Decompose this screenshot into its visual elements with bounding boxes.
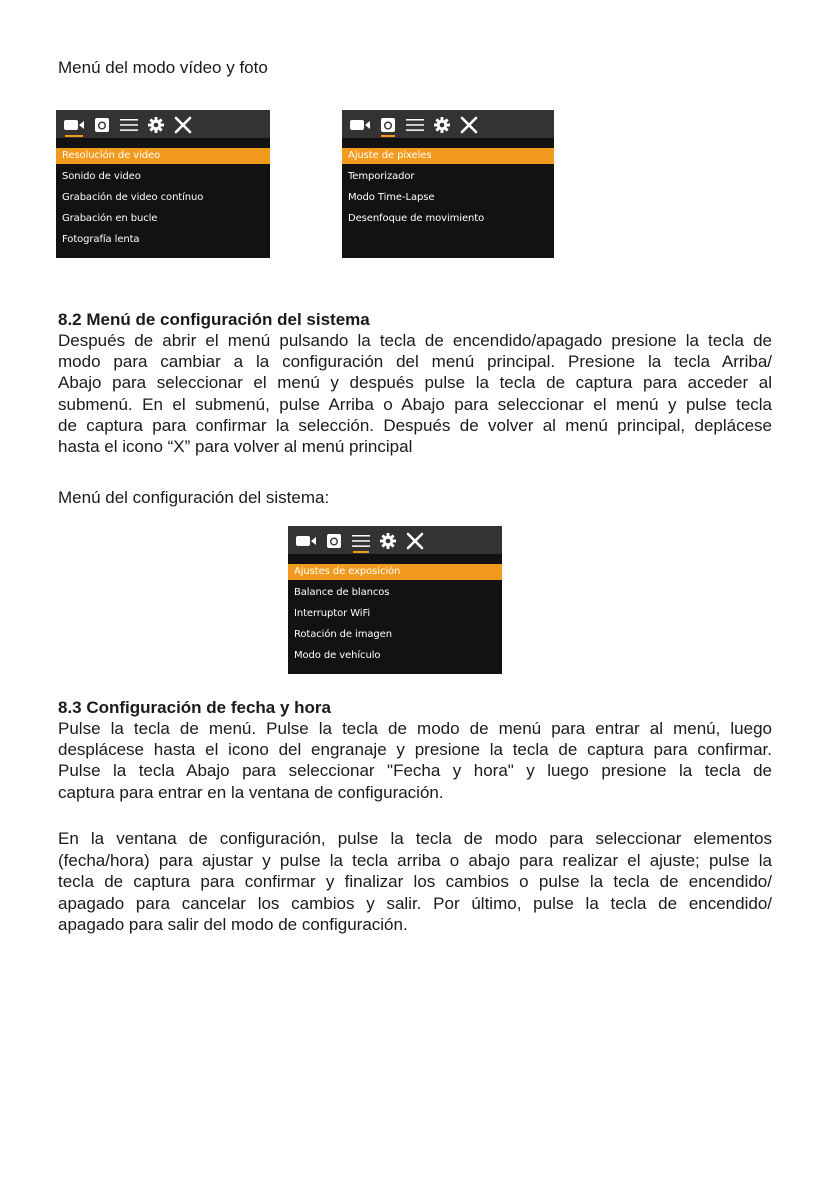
photo-camera-icon bbox=[326, 531, 342, 551]
menu-item-list bbox=[56, 148, 270, 252]
menu-list-icon bbox=[406, 115, 424, 135]
section-8-2-paragraph bbox=[58, 330, 772, 457]
system-settings-menu-screen bbox=[288, 526, 502, 674]
paragraph-line: modo para cambiar a la configuración del menú principal. Presione la tecla Arriba/ bbox=[58, 352, 772, 372]
menu-item: Sonido de video bbox=[62, 170, 141, 182]
menu-item: Rotación de imagen bbox=[294, 628, 392, 640]
paragraph-line: Pulse la tecla de menú. Pulse la tecla de modo de menú para entrar al menú, luego bbox=[58, 719, 772, 738]
section-8-2-heading: 8.2 Menú de configuración del sistema bbox=[58, 310, 370, 329]
menu-item-selected: Ajuste de pixeles bbox=[342, 148, 554, 164]
paragraph-line: apagado para cancelar los cambios y salir. Por último, pulse la tecla de encendido/ bbox=[58, 893, 772, 913]
menu-item: Desenfoque de movimiento bbox=[348, 212, 485, 224]
section-8-3-heading: 8.3 Configuración de fecha y hora bbox=[58, 698, 332, 717]
menu-list-icon bbox=[352, 531, 370, 551]
paragraph-line: de captura para confirmar la selección. Después de volver al menú principal, deplácese bbox=[58, 415, 772, 435]
paragraph-line: tecla de captura para confirmar y finalizar los cambios o pulse la tecla de encendido/ bbox=[58, 872, 772, 892]
paragraph-line: hasta el icono “X” para volver al menú principal bbox=[58, 437, 413, 457]
menu-tabs bbox=[64, 115, 202, 135]
menu-item: Grabación en bucle bbox=[62, 212, 158, 224]
video-camera-icon bbox=[296, 531, 316, 551]
section-8-3-paragraph bbox=[58, 718, 772, 803]
menu-item: Temporizador bbox=[348, 170, 415, 182]
photo-camera-icon bbox=[94, 115, 110, 135]
gear-icon bbox=[380, 531, 396, 551]
photo-camera-icon bbox=[380, 115, 396, 135]
paragraph-line: (fecha/hora) para ajustar y pulse la tecla arriba o abajo para realizar el ajuste; pulse la bbox=[58, 850, 772, 870]
close-x-icon bbox=[174, 115, 192, 135]
photo-mode-menu-screen bbox=[342, 110, 554, 258]
menu-item: Interruptor WiFi bbox=[294, 607, 371, 619]
paragraph-line: Pulse la tecla Abajo para seleccionar "Fecha y hora" y luego presione la tecla de bbox=[58, 761, 772, 781]
paragraph-line: Después de abrir el menú pulsando la tecla de encendido/apagado presione la tecla de bbox=[58, 331, 772, 350]
menu-item: Modo Time-Lapse bbox=[348, 191, 435, 203]
gear-icon bbox=[148, 115, 164, 135]
menu-list-icon bbox=[120, 115, 138, 135]
video-camera-icon bbox=[350, 115, 370, 135]
paragraph-line: captura para entrar en la ventana de configuración. bbox=[58, 782, 444, 802]
paragraph-line: En la ventana de configuración, pulse la tecla de modo para seleccionar elementos bbox=[58, 829, 772, 848]
date-time-settings-paragraph bbox=[58, 828, 772, 936]
menu-tab-bar bbox=[56, 110, 270, 138]
gear-icon bbox=[434, 115, 450, 135]
menu-item-selected: Resolución de video bbox=[56, 148, 270, 164]
menu-item-list bbox=[342, 148, 554, 232]
paragraph-line: submenú. En el submenú, pulse Arriba o Abajo para seleccionar el menú y pulse tecla bbox=[58, 394, 772, 414]
menu-item: Fotografía lenta bbox=[62, 233, 140, 245]
close-x-icon bbox=[406, 531, 424, 551]
caption-video-photo-menu: Menú del modo vídeo y foto bbox=[58, 58, 268, 77]
video-camera-icon bbox=[64, 115, 84, 135]
menu-tab-bar bbox=[288, 526, 502, 554]
close-x-icon bbox=[460, 115, 478, 135]
video-mode-menu-screen bbox=[56, 110, 270, 258]
paragraph-line: apagado para salir del modo de configuración. bbox=[58, 915, 408, 935]
paragraph-line: desplácese hasta el icono del engranaje y presione la tecla de captura para confirmar. bbox=[58, 740, 772, 760]
menu-tabs bbox=[350, 115, 488, 135]
menu-tabs bbox=[296, 531, 434, 551]
menu-tab-bar bbox=[342, 110, 554, 138]
menu-item-list bbox=[288, 564, 502, 668]
menu-item: Grabación de video contínuo bbox=[62, 191, 204, 203]
menu-item: Modo de vehículo bbox=[294, 649, 381, 661]
menu-item: Balance de blancos bbox=[294, 586, 390, 598]
paragraph-line: Abajo para seleccionar el menú y después pulse la tecla de captura para acceder al bbox=[58, 373, 772, 393]
caption-system-menu: Menú del configuración del sistema: bbox=[58, 488, 330, 507]
menu-item-selected: Ajustes de exposición bbox=[288, 564, 502, 580]
